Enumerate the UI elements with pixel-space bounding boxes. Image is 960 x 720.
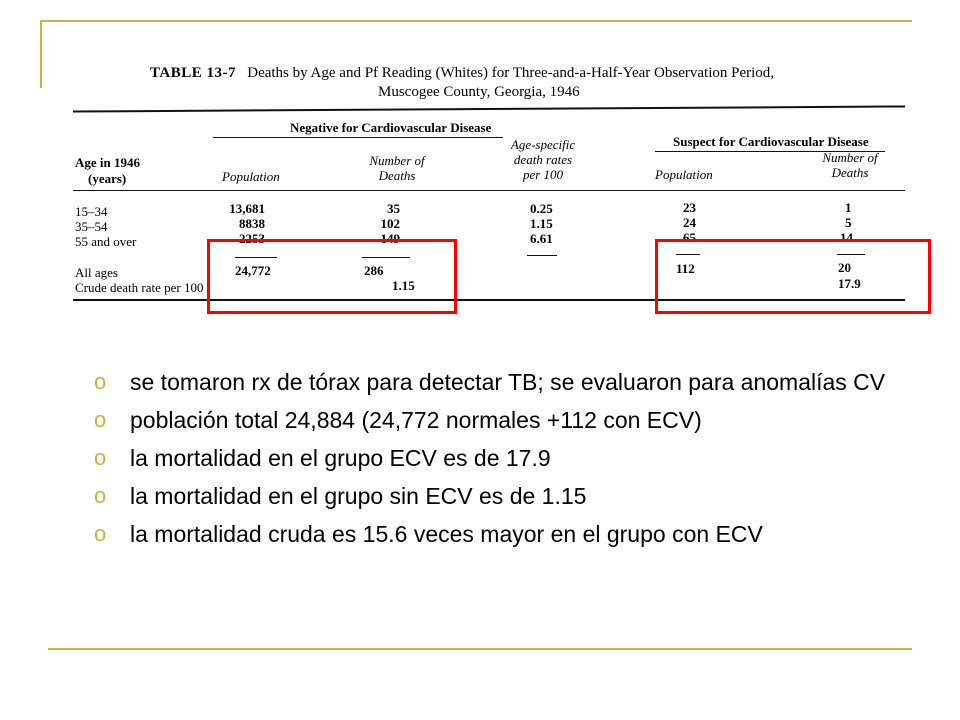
table-cell-pop-neg: 13,681 [229, 201, 265, 216]
table-cell-deaths-sus: 5 [845, 215, 852, 230]
table-cell-rate: 1.15 [530, 216, 553, 231]
bullet-marker: o [94, 521, 107, 546]
table-cell-pop-sus: 24 [683, 215, 696, 230]
list-item-text: la mortalidad en el grupo ECV es de 17.9 [130, 445, 551, 471]
table-cell-deaths-neg: 35 [387, 201, 400, 216]
all-ages-pop-neg: 24,772 [235, 263, 271, 278]
left-accent-line [40, 20, 42, 88]
all-ages-deaths-sus: 20 [838, 260, 851, 275]
list-item [92, 520, 912, 548]
group-suspect-header: Suspect for Cardiovascular Disease [673, 134, 869, 149]
col-age-header-1: Age in 1946 [75, 155, 140, 170]
bullet-marker: o [94, 445, 107, 470]
list-item [92, 406, 912, 434]
table-title [150, 64, 775, 100]
list-item [92, 444, 912, 472]
crude-rate-sus: 17.9 [838, 276, 861, 291]
col-pop-neg-header: Population [222, 169, 280, 184]
bullet-marker: o [94, 369, 107, 394]
list-item-text: población total 24,884 (24,772 normales +112 con ECV) [130, 407, 702, 433]
bottom-accent-line [48, 648, 912, 650]
bullet-list [92, 368, 912, 558]
bullet-marker: o [94, 483, 107, 508]
group-negative-header: Negative for Cardiovascular Disease [290, 120, 492, 135]
list-item [92, 368, 912, 396]
col-rates-header-2: death rates [513, 152, 573, 167]
table-title-line2: Muscogee County, Georgia, 1946 [378, 84, 580, 100]
highlight-box-suspect [655, 239, 931, 314]
crude-rate-neg: 1.15 [392, 278, 415, 293]
group-negative-rule [213, 137, 503, 138]
col-deaths-sus-header-1: Number of [822, 150, 878, 165]
crude-rate-label: Crude death rate per 100 [75, 280, 204, 295]
table-cell-pop-neg: 8838 [239, 216, 265, 231]
col-age-header-2: (years) [88, 171, 127, 186]
table-header-rule [73, 190, 905, 191]
list-item [92, 482, 912, 510]
all-ages-pop-sus: 112 [676, 261, 695, 276]
col-deaths-neg-header-2: Deaths [378, 168, 416, 183]
table-top-rule [73, 105, 905, 112]
bullet-marker: o [94, 407, 107, 432]
list-item-text: se tomaron rx de tórax para detectar TB; se evaluaron para anomalías CV [130, 369, 886, 395]
table-number: TABLE 13-7 [150, 65, 236, 81]
table-cell-pop-sus: 23 [683, 200, 696, 215]
all-ages-deaths-neg: 286 [364, 263, 384, 278]
col-deaths-neg-header-1: Number of [369, 153, 425, 168]
all-ages-label: All ages [75, 265, 118, 280]
table-cell-deaths-sus: 1 [845, 200, 852, 215]
col-rates-header-1: Age-specific [510, 137, 576, 152]
table-cell-pop-neg: 2253 [239, 231, 265, 246]
table-cell-deaths-neg: 102 [380, 216, 400, 231]
list-item-text: la mortalidad cruda es 15.6 veces mayor en el grupo con ECV [130, 521, 763, 547]
table-cell-rate: 6.61 [530, 231, 553, 246]
top-accent-line [40, 20, 912, 22]
col-rates-header-3: per 100 [522, 167, 564, 182]
table-cell-rate: 0.25 [530, 201, 553, 216]
col-deaths-sus-header-2: Deaths [831, 165, 869, 180]
table-cell-age: 35–54 [75, 219, 108, 234]
highlight-box-negative [207, 239, 457, 314]
col-pop-sus-header: Population [655, 167, 713, 182]
table-cell-pop-sus: 65 [683, 230, 696, 245]
table-cell-age: 15–34 [75, 204, 108, 219]
table-cell-age: 55 and over [75, 234, 137, 249]
table-cell-deaths-sus: 14 [840, 230, 853, 245]
table-title-line1: Deaths by Age and Pf Reading (Whites) for Three-and-a-Half-Year Observation Period, [247, 65, 775, 81]
sum-rule [527, 255, 557, 256]
table-cell-deaths-neg: 149 [380, 231, 400, 246]
list-item-text: la mortalidad en el grupo sin ECV es de 1.15 [130, 483, 587, 509]
